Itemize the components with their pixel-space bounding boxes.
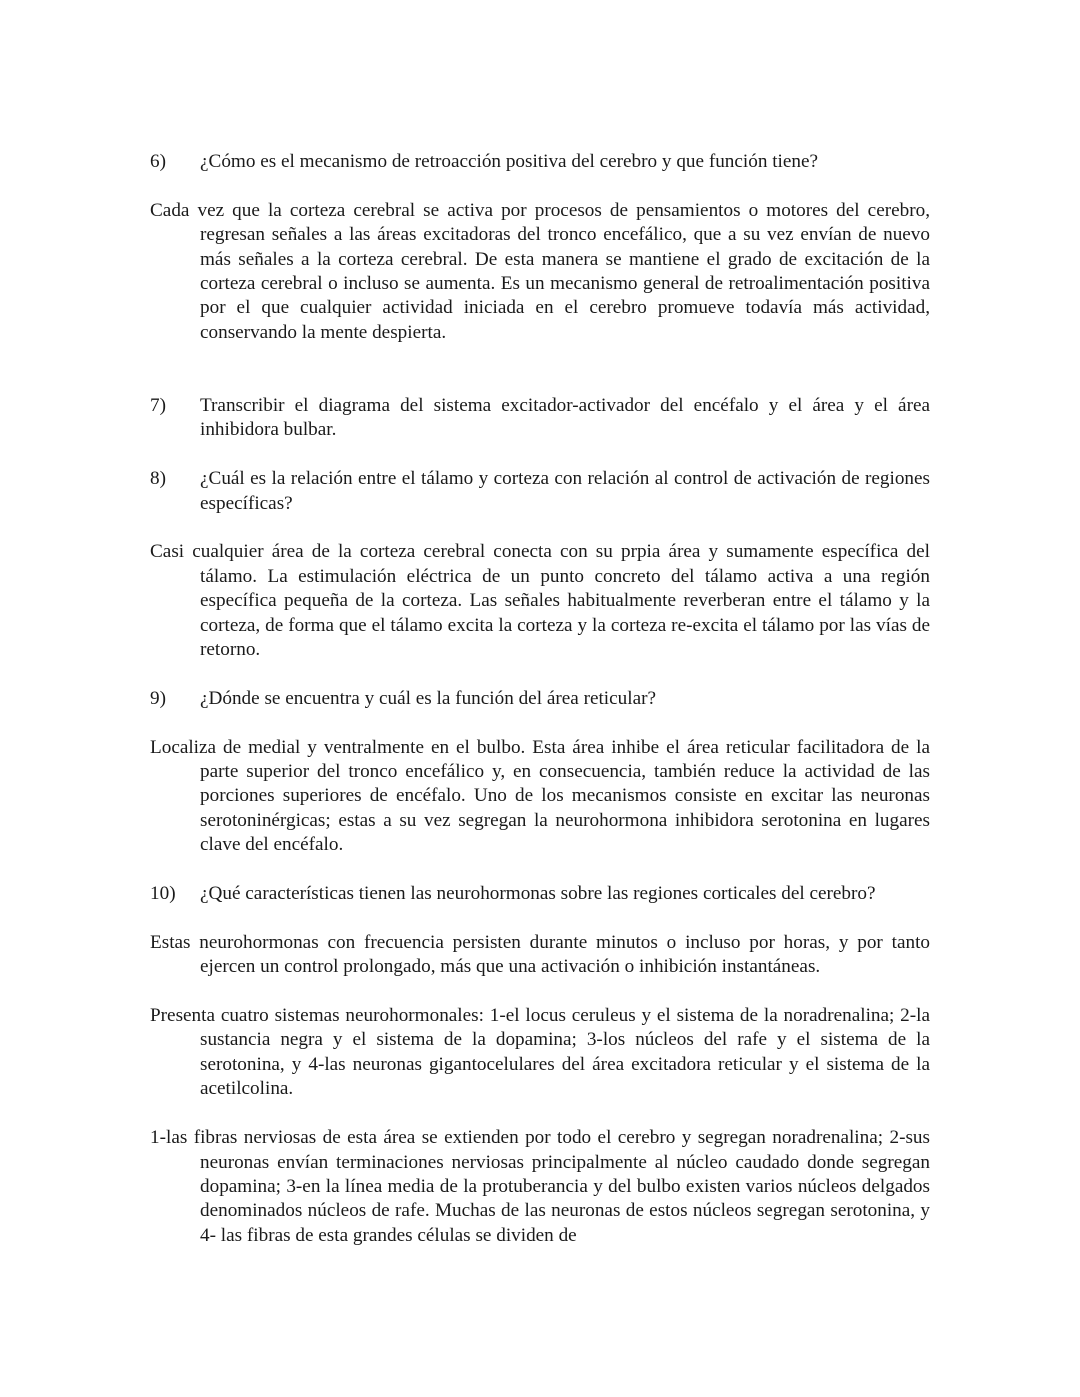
question-number: 10) bbox=[150, 883, 176, 905]
document-page bbox=[150, 150, 930, 1248]
answer-paragraph: Localiza de medial y ventralmente en el bulbo. Esta área inhibe el área reticular facilitadora de la parte superior del tronco encefálico y, en consecuencia, también reduce la actividad de las porciones superiores de encéfalo. Uno de los mecanismos consiste en excitar las neuronas serotoninérgicas; estas a su vez segregan la neurohormona inhibidora serotonina en lugares clave del encéfalo. bbox=[150, 736, 930, 856]
question-text: ¿Dónde se encuentra y cuál es la función del área reticular? bbox=[200, 687, 656, 709]
question-number: 7) bbox=[150, 395, 166, 417]
question-text: ¿Cómo es el mecanismo de retroacción positiva del cerebro y que función tiene? bbox=[200, 151, 819, 172]
question-number: 9) bbox=[150, 687, 166, 709]
question-text: Transcribir el diagrama del sistema excitador-activador del encéfalo y el área y el área inhibidora bulbar. bbox=[200, 395, 930, 441]
question-10 bbox=[150, 882, 930, 906]
answer-paragraph: Casi cualquier área de la corteza cerebral conecta con su prpia área y sumamente específica del tálamo. La estimulación eléctrica de un punto concreto del tálamo activa a una región específica pequeña de la corteza. Las señales habitualmente reverberan entre el tálamo y la corteza, de forma que el tálamo excita la corteza y la corteza re-excita el tálamo por las vías de retorno. bbox=[150, 541, 930, 661]
question-9 bbox=[150, 687, 930, 711]
question-number: 8) bbox=[150, 468, 166, 490]
answer-paragraph: 1-las fibras nerviosas de esta área se extienden por todo el cerebro y segregan noradrenalina; 2-sus neuronas envían terminaciones nerviosas principalmente al núcleo caudado donde segregan dopamina; 3-en la línea media de la protuberancia y del bulbo existen varios núcleos delgados denominados núcleos de rafe. Muchas de las neuronas de estos núcleos segregan serotonina, y 4- las fibras de esta grandes células se dividen de bbox=[150, 1127, 930, 1246]
question-8 bbox=[150, 467, 930, 516]
question-text: ¿Cuál es la relación entre el tálamo y corteza con relación al control de activación de regiones específicas? bbox=[200, 468, 930, 514]
question-number: 6) bbox=[150, 151, 166, 172]
answer-paragraph: Estas neurohormonas con frecuencia persisten durante minutos o incluso por horas, y por tanto ejercen un control prolongado, más que una activación o inhibición instantáneas. bbox=[150, 931, 930, 978]
answer-paragraph: Cada vez que la corteza cerebral se activa por procesos de pensamientos o motores del cerebro, regresan señales a las áreas excitadoras del tronco encefálico, que a su vez envían de nuevo más señales a la corteza cerebral. De esta manera se mantiene el grado de excitación de la corteza cerebral o incluso se aumenta. Es un mecanismo general de retroalimentación positiva por el que cualquier actividad iniciada en el cerebro promueve todavía más actividad, conservando la mente despierta. bbox=[150, 199, 930, 343]
question-6 bbox=[150, 150, 930, 174]
question-text: ¿Qué características tienen las neurohormonas sobre las regiones corticales del cerebro? bbox=[200, 883, 876, 905]
answer-paragraph: Presenta cuatro sistemas neurohormonales: 1-el locus ceruleus y el sistema de la noradrenalina; 2-la sustancia negra y el sistema de la dopamina; 3-los núcleos del rafe y el sistema de la serotonina, y 4-las neuronas gigantocelulares del área excitadora reticular y el sistema de la acetilcolina. bbox=[150, 1005, 930, 1100]
question-7 bbox=[150, 394, 930, 443]
